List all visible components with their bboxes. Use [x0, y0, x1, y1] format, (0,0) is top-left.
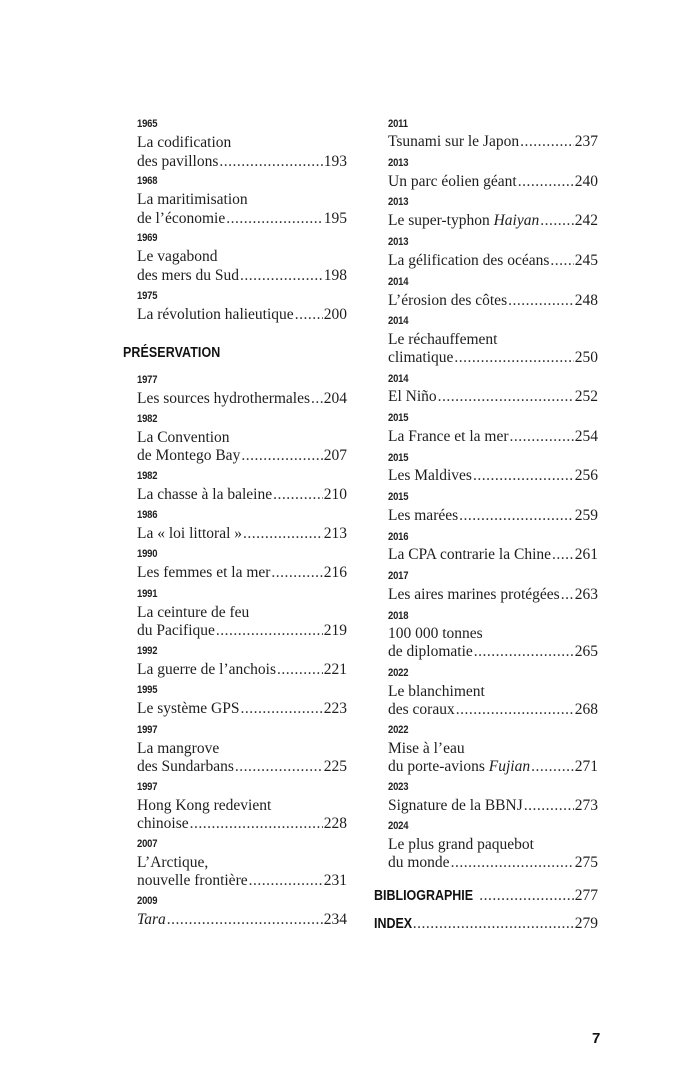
toc-entry-link[interactable]: du monde ..... 275 [388, 853, 598, 872]
entry-title-line: La maritimisation [137, 191, 248, 208]
entry-title-line: La codification [137, 134, 232, 151]
toc-entry-link[interactable]: de diplomatie ..... 265 [388, 642, 598, 661]
entry-title-line: L’Arctique, [137, 854, 209, 871]
entry-title-line: Le blanchiment [388, 683, 485, 700]
toc-entry-link[interactable]: des mers du Sud ..... 198 [137, 266, 347, 285]
toc-entry-link[interactable]: Les aires marines protégées ..... 263 [388, 585, 598, 604]
entry-year: 2024 [388, 820, 409, 832]
entry-year: 1968 [137, 175, 158, 187]
entry-title-line: La mangrove [137, 740, 220, 757]
entry-year: 1977 [137, 374, 158, 386]
entry-year: 1969 [137, 232, 158, 244]
toc-entry-link[interactable]: La France et la mer ..... 254 [388, 427, 598, 446]
entry-title-line: Le réchauffement [388, 331, 498, 348]
toc-entry-link[interactable]: du Pacifique ..... 219 [137, 621, 347, 640]
entry-year: 1982 [137, 413, 158, 425]
entry-title-line: Le plus grand paquebot [388, 836, 534, 853]
toc-entry-link[interactable]: Tsunami sur le Japon ..... 237 [388, 132, 598, 151]
toc-entry-link[interactable]: El Niño ..... 252 [388, 387, 598, 406]
toc-entry-link[interactable]: du porte-avions Fujian ..... 271 [388, 757, 598, 776]
entry-title-line: Le vagabond [137, 248, 218, 265]
toc-index-link[interactable]: INDEX ..... 279 [374, 915, 598, 935]
entry-year: 1991 [137, 588, 158, 600]
entry-title-line: Hong Kong redevient [137, 797, 272, 814]
entry-year: 2018 [388, 610, 409, 622]
toc-bibliographie-link[interactable]: BIBLIOGRAPHIE ..... 277 [374, 887, 598, 907]
toc-entry-link[interactable]: L’érosion des côtes ..... 248 [388, 291, 598, 310]
entry-year: 2014 [388, 276, 409, 288]
entry-year: 1986 [137, 509, 158, 521]
entry-year: 2013 [388, 196, 409, 208]
entry-year: 1995 [137, 684, 158, 696]
entry-year: 2009 [137, 895, 158, 907]
entry-year: 2016 [388, 531, 409, 543]
toc-entry-link[interactable]: des coraux ..... 268 [388, 700, 598, 719]
toc-entry-link[interactable]: La guerre de l’anchois ..... 221 [137, 660, 347, 679]
entry-year: 1997 [137, 724, 158, 736]
toc-entry-link[interactable]: Le système GPS ..... 223 [137, 699, 347, 718]
entry-title-line: 100 000 tonnes [388, 625, 483, 642]
entry-year: 2022 [388, 667, 409, 679]
entry-year: 2013 [388, 236, 409, 248]
toc-entry-link[interactable]: de l’économie ..... 195 [137, 209, 347, 228]
entry-year: 2015 [388, 412, 409, 424]
toc-entry-link[interactable]: des pavillons ..... 193 [137, 152, 347, 171]
entry-year: 2007 [137, 838, 158, 850]
entry-year: 2014 [388, 315, 409, 327]
entry-year: 1992 [137, 645, 158, 657]
page-number: 7 [592, 1030, 601, 1047]
entry-year: 2013 [388, 157, 409, 169]
toc-entry-link[interactable]: chinoise ..... 228 [137, 814, 347, 833]
section-heading-preservation: PRÉSERVATION [123, 345, 221, 361]
entry-year: 2023 [388, 781, 409, 793]
entry-year: 2017 [388, 570, 409, 582]
entry-title-line: Mise à l’eau [388, 740, 465, 757]
toc-entry-link[interactable]: La CPA contrarie la Chine ..... 261 [388, 545, 598, 564]
toc-entry-link[interactable]: climatique ..... 250 [388, 348, 598, 367]
entry-year: 2014 [388, 373, 409, 385]
toc-entry-link[interactable]: des Sundarbans ..... 225 [137, 757, 347, 776]
toc-entry-link[interactable]: Les sources hydrothermales ..... 204 [137, 389, 347, 408]
toc-entry-link[interactable]: Les Maldives ..... 256 [388, 466, 598, 485]
toc-entry-link[interactable]: de Montego Bay ..... 207 [137, 446, 347, 465]
entry-year: 2022 [388, 724, 409, 736]
toc-entry-link[interactable]: Le super-typhon Haiyan ..... 242 [388, 211, 598, 230]
entry-year: 2015 [388, 452, 409, 464]
entry-year: 2011 [388, 118, 408, 130]
toc-entry-link[interactable]: nouvelle frontière ..... 231 [137, 871, 347, 890]
entry-year: 1975 [137, 290, 158, 302]
entry-title-line: La ceinture de feu [137, 604, 250, 621]
toc-entry-link[interactable]: Les marées ..... 259 [388, 506, 598, 525]
toc-entry-link[interactable]: Tara ..... 234 [137, 910, 347, 929]
entry-year: 1990 [137, 548, 158, 560]
toc-entry-link[interactable]: La révolution halieutique ..... 200 [137, 305, 347, 324]
toc-entry-link[interactable]: Un parc éolien géant ..... 240 [388, 172, 598, 191]
entry-year: 2015 [388, 491, 409, 503]
entry-year: 1997 [137, 781, 158, 793]
toc-entry-link[interactable]: La « loi littoral » ..... 213 [137, 524, 347, 543]
toc-entry-link[interactable]: La chasse à la baleine ..... 210 [137, 485, 347, 504]
entry-title-line: La Convention [137, 429, 230, 446]
toc-entry-link[interactable]: La gélification des océans ..... 245 [388, 251, 598, 270]
toc-entry-link[interactable]: Les femmes et la mer ..... 216 [137, 563, 347, 582]
toc-entry-link[interactable]: Signature de la BBNJ ..... 273 [388, 796, 598, 815]
entry-year: 1982 [137, 470, 158, 482]
entry-year: 1965 [137, 118, 158, 130]
